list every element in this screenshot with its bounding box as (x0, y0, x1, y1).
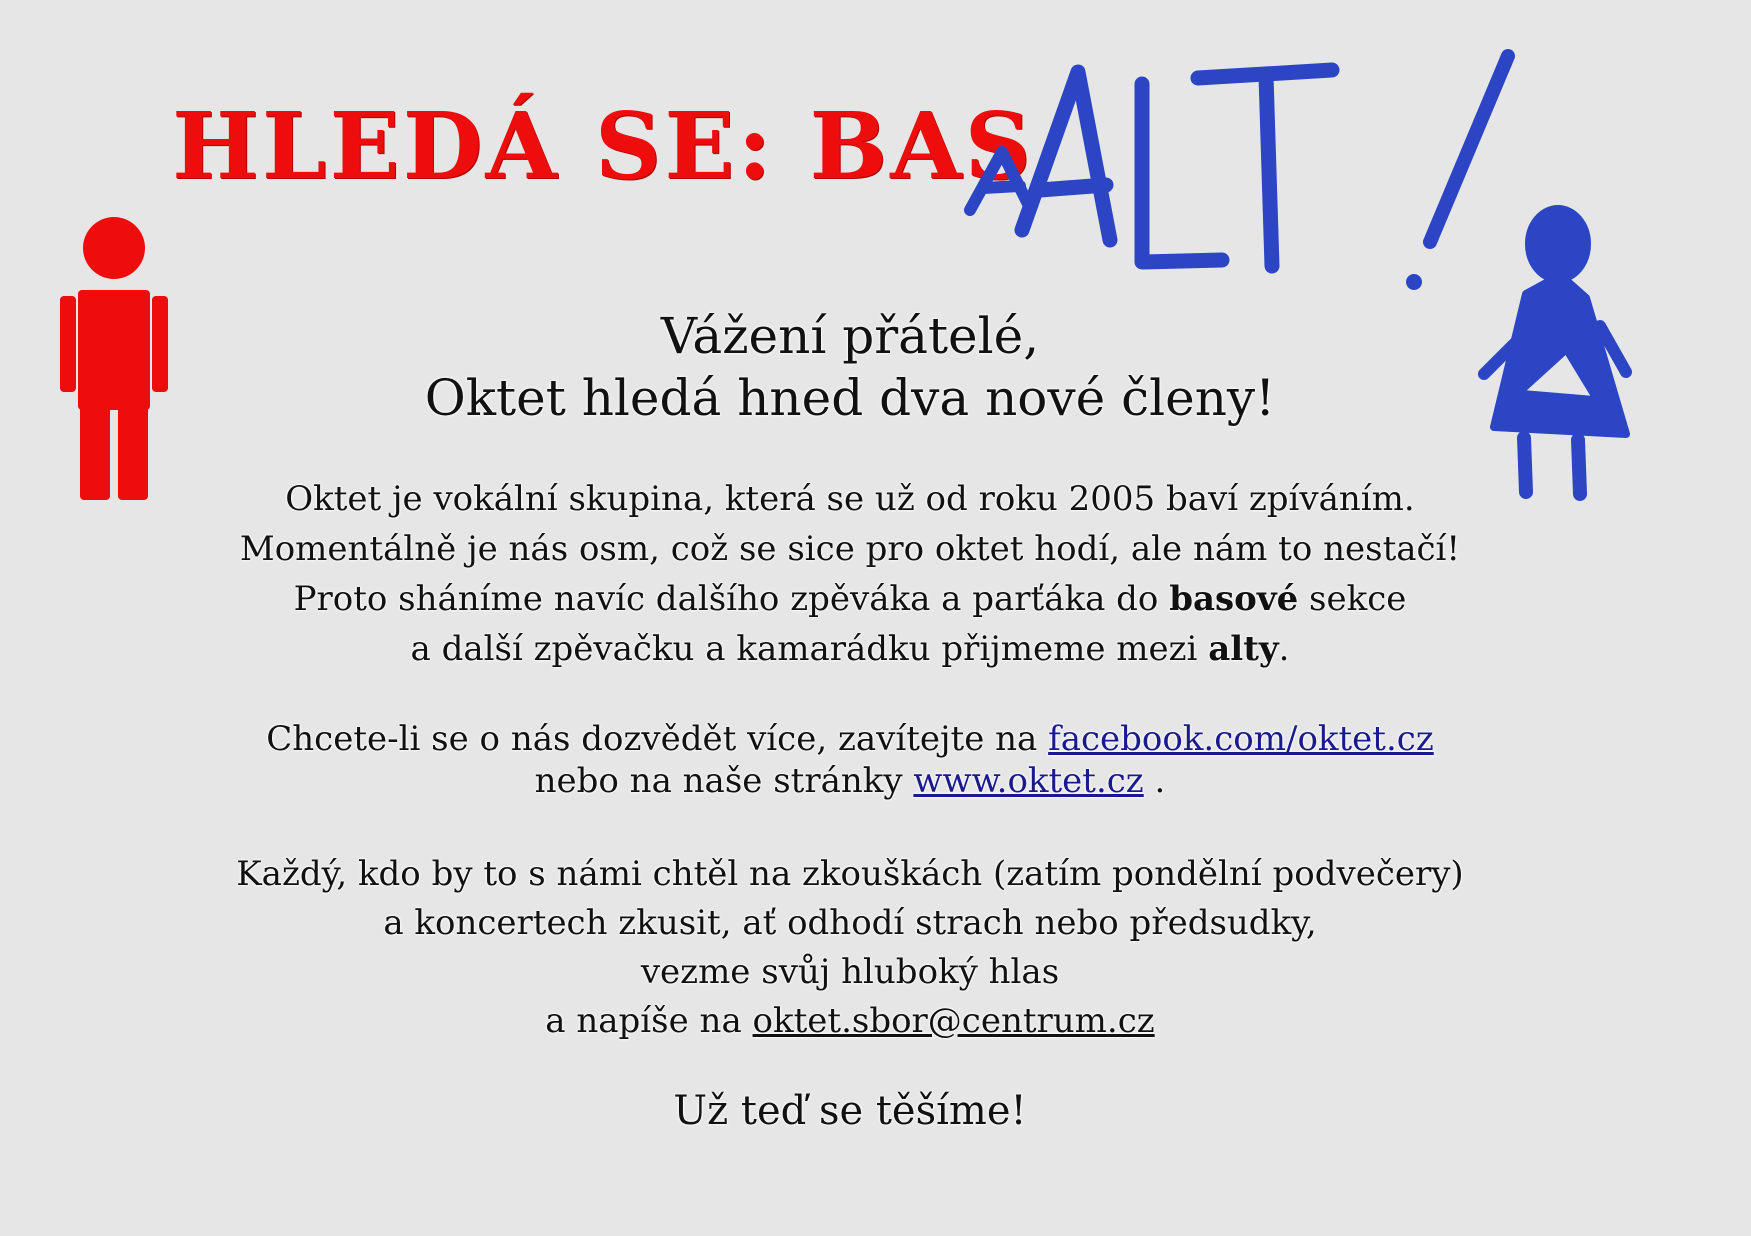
intro-line-4 (0, 624, 1700, 674)
invite-line-3: vezme svůj hluboký hlas (640, 952, 1060, 992)
intro-paragraph (0, 474, 1700, 674)
bass-section-emphasis: basové (1169, 579, 1299, 619)
handwritten-letter-A (1022, 72, 1110, 240)
contact-line-2-end: . (1143, 761, 1166, 801)
exclamation-dot (1406, 274, 1422, 290)
intro-line-2: Momentálně je nás osm, což se sice pro oktet hodí, ale nám to nestačí! (239, 529, 1461, 569)
website-link[interactable]: www.oktet.cz (913, 761, 1144, 801)
intro-line-3-end: sekce (1298, 579, 1407, 619)
handwritten-letter-a (970, 152, 1030, 210)
contact-line-2-text: nebo na naše stránky (534, 761, 914, 801)
contact-paragraph (0, 718, 1700, 802)
closing-text: Už teď se těšíme! (673, 1088, 1027, 1134)
invite-line-4 (0, 997, 1700, 1046)
invite-line-1: Každý, kdo by to s námi chtěl na zkouškách (zatím pondělní podvečery) (236, 854, 1464, 894)
greeting-line-2: Oktet hledá hned dva nové členy! (424, 369, 1276, 427)
intro-line-4-text: a další zpěvačku a kamarádku přijmeme mezi (410, 629, 1209, 669)
intro-line-3 (0, 574, 1700, 624)
invite-line-2: a koncertech zkusit, ať odhodí strach nebo předsudky, (383, 903, 1317, 943)
headline: HLEDÁ SE: BAS (172, 92, 1035, 200)
contact-line-1-text: Chcete-li se o nás dozvědět více, zavítejte na (266, 719, 1049, 759)
greeting-line-1: Vážení přátelé, (660, 307, 1040, 365)
invite-line-4-text: a napíše na (545, 1001, 753, 1041)
invite-paragraph (0, 850, 1700, 1046)
handwritten-letter-T (1198, 70, 1332, 266)
handwritten-alt (960, 40, 1520, 310)
intro-line-3-text: Proto sháníme navíc dalšího zpěváka a parťáka do (293, 579, 1170, 619)
contact-line-1 (0, 718, 1700, 760)
intro-line-4-end: . (1278, 629, 1290, 669)
handwritten-letter-L (1142, 84, 1222, 262)
greeting (0, 305, 1700, 429)
facebook-link[interactable]: facebook.com/oktet.cz (1048, 719, 1434, 759)
intro-line-1: Oktet je vokální skupina, která se už od roku 2005 baví zpíváním. (285, 479, 1415, 519)
email-link[interactable]: oktet.sbor@centrum.cz (752, 1001, 1155, 1041)
contact-line-2 (0, 760, 1700, 802)
alto-section-emphasis: alty (1208, 629, 1279, 669)
